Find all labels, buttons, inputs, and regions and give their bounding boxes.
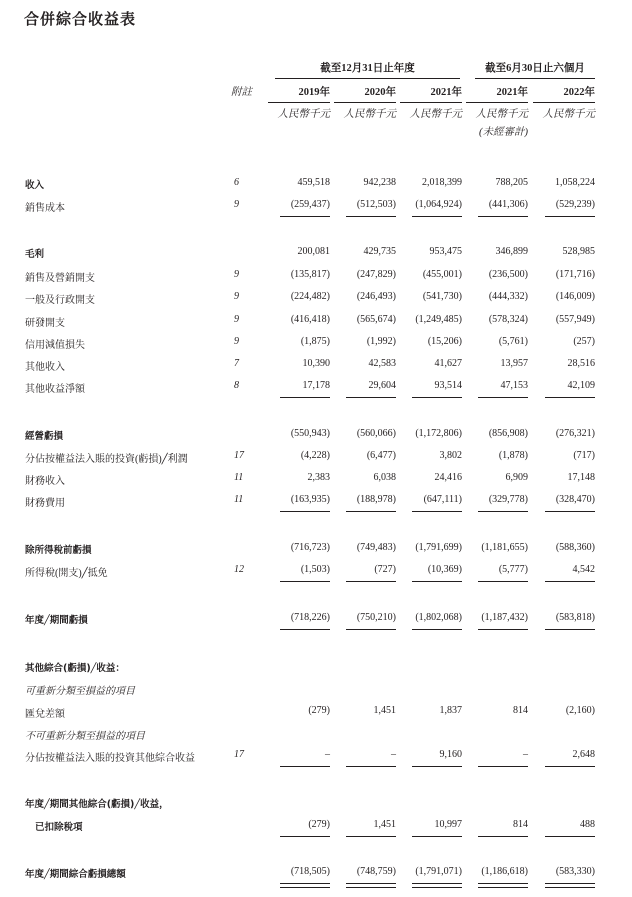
- cell: 788,205: [495, 177, 528, 188]
- cell: (257): [573, 336, 595, 347]
- cell: (750,210): [356, 612, 396, 623]
- header-group-six-months: 截至6月30日止六個月: [475, 60, 595, 79]
- row-label: 毛利: [25, 249, 45, 260]
- cell: –: [325, 749, 330, 760]
- cell: –: [523, 749, 528, 760]
- cell: (1,802,068): [415, 612, 462, 623]
- row-note: 17: [234, 450, 244, 461]
- cell: 4,542: [572, 564, 595, 575]
- row-note: 6: [234, 177, 239, 188]
- cell: (246,493): [356, 291, 396, 302]
- cell: 429,735: [363, 246, 396, 257]
- table-row: [0, 450, 632, 466]
- table-row: [0, 269, 632, 285]
- cell: 41,627: [434, 358, 462, 369]
- cell: (146,009): [555, 291, 595, 302]
- table-row: [0, 177, 632, 193]
- table-row: [0, 660, 632, 676]
- cell: (1,992): [366, 336, 396, 347]
- cell: –: [391, 749, 396, 760]
- row-label: 年度╱期間虧損: [25, 615, 88, 626]
- cell: (279): [308, 705, 330, 716]
- row-label: 年度╱期間其他綜合(虧損)╱收益，: [25, 799, 169, 810]
- cell: (1,875): [300, 336, 330, 347]
- cell: 953,475: [429, 246, 462, 257]
- row-label: 經營虧損: [25, 431, 64, 442]
- row-label: 信用減值損失: [25, 340, 85, 351]
- cell: 488: [580, 819, 595, 830]
- row-note: 9: [234, 199, 239, 210]
- table-row: [0, 564, 632, 580]
- table-row: [0, 314, 632, 330]
- cell: 17,178: [302, 380, 330, 391]
- cell: 814: [513, 819, 528, 830]
- cell: 6,909: [505, 472, 528, 483]
- table-row: [0, 705, 632, 721]
- row-note: 7: [234, 358, 239, 369]
- table-row: [0, 199, 632, 215]
- cell: (163,935): [290, 494, 330, 505]
- row-label: 分佔按權益法入賬的投資(虧損)╱利潤: [25, 454, 188, 465]
- row-label: 年度╱期間綜合虧損總額: [25, 869, 126, 880]
- cell: (512,503): [356, 199, 396, 210]
- cell: 459,518: [297, 177, 330, 188]
- cell: 17,148: [567, 472, 595, 483]
- cell: (1,186,618): [481, 866, 528, 877]
- cell: (15,206): [427, 336, 462, 347]
- cell: (5,761): [498, 336, 528, 347]
- row-note: 11: [234, 494, 244, 505]
- row-label: 收入: [25, 180, 45, 191]
- header-period-2022: 2022年: [533, 84, 595, 103]
- table-row: [0, 291, 632, 307]
- cell: 3,802: [439, 450, 462, 461]
- cell: (856,908): [488, 428, 528, 439]
- cell: 2,018,399: [422, 177, 462, 188]
- table-row: [0, 542, 632, 558]
- cell: (529,239): [555, 199, 595, 210]
- cell: 1,837: [439, 705, 462, 716]
- cell: (550,943): [290, 428, 330, 439]
- row-note: 8: [234, 380, 239, 391]
- table-row: [0, 246, 632, 262]
- row-label: 其他收入: [25, 362, 65, 373]
- row-label: 可重新分類至損益的項目: [25, 686, 135, 697]
- cell: (749,483): [356, 542, 396, 553]
- cell: 13,957: [500, 358, 528, 369]
- table-row: [0, 380, 632, 396]
- table-row: [0, 749, 632, 765]
- cell: (1,187,432): [481, 612, 528, 623]
- cell: (718,505): [290, 866, 330, 877]
- header-period-2021: 2021年: [466, 84, 528, 103]
- cell: (4,228): [300, 450, 330, 461]
- cell: (1,791,071): [415, 866, 462, 877]
- cell: (135,817): [290, 269, 330, 280]
- cell: 28,516: [567, 358, 595, 369]
- header-note: 附註: [231, 87, 252, 98]
- cell: 10,390: [302, 358, 330, 369]
- unit-2021: 人民幣千元: [409, 109, 462, 120]
- cell: (718,226): [290, 612, 330, 623]
- row-label: 財務收入: [25, 476, 65, 487]
- row-label: 除所得稅前虧損: [25, 545, 92, 556]
- table-row: [0, 428, 632, 444]
- cell: (416,418): [290, 314, 330, 325]
- cell: (647,111): [423, 494, 462, 505]
- cell: (583,818): [555, 612, 595, 623]
- row-label: 不可重新分類至損益的項目: [25, 731, 145, 742]
- table-row: [0, 472, 632, 488]
- page-title: 合併綜合收益表: [24, 10, 137, 28]
- row-note: 12: [234, 564, 244, 575]
- cell: (10,369): [427, 564, 462, 575]
- cell: 9,160: [439, 749, 462, 760]
- cell: 6,038: [373, 472, 396, 483]
- cell: (329,778): [488, 494, 528, 505]
- table-row: [0, 866, 632, 882]
- row-label: 分佔按權益法入賬的投資其他綜合收益: [25, 753, 195, 764]
- cell: (6,477): [366, 450, 396, 461]
- table-row: [0, 612, 632, 628]
- row-label: 匯兌差額: [25, 709, 65, 720]
- cell: (247,829): [356, 269, 396, 280]
- cell: (188,978): [356, 494, 396, 505]
- cell: (276,321): [555, 428, 595, 439]
- cell: 1,058,224: [555, 177, 595, 188]
- row-note: 17: [234, 749, 244, 760]
- cell: (557,949): [555, 314, 595, 325]
- cell: (588,360): [555, 542, 595, 553]
- cell: 200,081: [297, 246, 330, 257]
- cell: (1,181,655): [481, 542, 528, 553]
- table-row: [0, 494, 632, 510]
- cell: (236,500): [488, 269, 528, 280]
- row-label: 研發開支: [25, 318, 65, 329]
- row-label: 一般及行政開支: [25, 295, 95, 306]
- cell: (727): [374, 564, 396, 575]
- cell: (279): [308, 819, 330, 830]
- row-label: 財務費用: [25, 498, 65, 509]
- header-year-2019: 2019年: [268, 84, 330, 103]
- cell: 1,451: [373, 819, 396, 830]
- cell: (565,674): [356, 314, 396, 325]
- row-note: 9: [234, 314, 239, 325]
- cell: (1,249,485): [415, 314, 462, 325]
- row-label: 其他收益淨額: [25, 384, 85, 395]
- cell: 528,985: [562, 246, 595, 257]
- unit-2019: 人民幣千元: [277, 109, 330, 120]
- cell: 24,416: [434, 472, 462, 483]
- cell: 2,383: [307, 472, 330, 483]
- row-note: 11: [234, 472, 244, 483]
- table-row: [0, 336, 632, 352]
- unaudited-note: (未經審計): [479, 127, 528, 138]
- unit-2020: 人民幣千元: [343, 109, 396, 120]
- unit-2022-period: 人民幣千元: [542, 109, 595, 120]
- cell: (541,730): [422, 291, 462, 302]
- cell: (1,878): [498, 450, 528, 461]
- cell: 1,451: [373, 705, 396, 716]
- header-year-2021: 2021年: [400, 84, 462, 103]
- cell: 47,153: [500, 380, 528, 391]
- row-note: 9: [234, 336, 239, 347]
- cell: (1,503): [300, 564, 330, 575]
- cell: 346,899: [495, 246, 528, 257]
- cell: 2,648: [572, 749, 595, 760]
- table-row: [0, 796, 632, 812]
- row-label: 其他綜合(虧損)╱收益：: [25, 663, 125, 674]
- table-row: [0, 358, 632, 374]
- row-label: 已扣除稅項: [35, 822, 83, 833]
- table-row: [0, 727, 632, 743]
- cell: 42,583: [368, 358, 396, 369]
- header-year-2020: 2020年: [334, 84, 396, 103]
- cell: (328,470): [555, 494, 595, 505]
- cell: (171,716): [555, 269, 595, 280]
- row-label: 銷售成本: [25, 203, 65, 214]
- cell: (578,324): [488, 314, 528, 325]
- cell: (444,332): [488, 291, 528, 302]
- table-row: [0, 682, 632, 698]
- cell: (259,437): [290, 199, 330, 210]
- cell: 93,514: [434, 380, 462, 391]
- cell: (748,759): [356, 866, 396, 877]
- table-row: [0, 819, 632, 835]
- cell: (455,001): [422, 269, 462, 280]
- row-label: 銷售及營銷開支: [25, 273, 95, 284]
- row-note: 9: [234, 291, 239, 302]
- cell: (5,777): [498, 564, 528, 575]
- header-group-year: 截至12月31日止年度: [275, 60, 460, 79]
- cell: (441,306): [488, 199, 528, 210]
- cell: (717): [573, 450, 595, 461]
- cell: 942,238: [363, 177, 396, 188]
- cell: 29,604: [368, 380, 396, 391]
- cell: (224,482): [290, 291, 330, 302]
- unit-2021-period: 人民幣千元: [475, 109, 528, 120]
- row-label: 所得稅(開支)╱抵免: [25, 568, 108, 579]
- cell: (560,066): [356, 428, 396, 439]
- cell: (1,172,806): [415, 428, 462, 439]
- cell: 42,109: [567, 380, 595, 391]
- cell: (583,330): [555, 866, 595, 877]
- cell: (1,064,924): [415, 199, 462, 210]
- cell: 10,997: [434, 819, 462, 830]
- cell: (716,723): [290, 542, 330, 553]
- cell: (1,791,699): [415, 542, 462, 553]
- row-note: 9: [234, 269, 239, 280]
- cell: (2,160): [565, 705, 595, 716]
- cell: 814: [513, 705, 528, 716]
